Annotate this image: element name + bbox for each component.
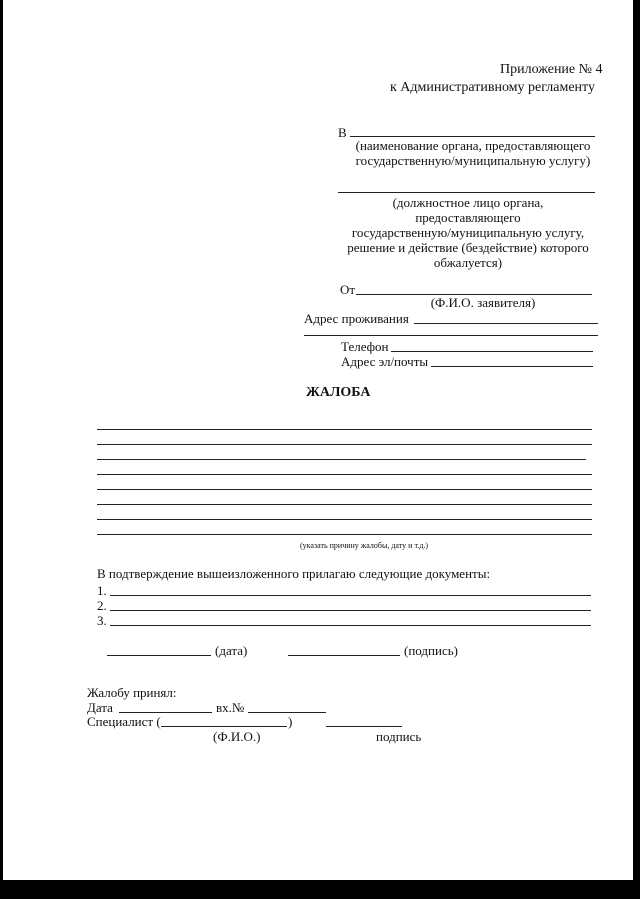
applicant-fio-caption: (Ф.И.О. заявителя) (430, 295, 536, 310)
accepted-date-line (119, 712, 212, 713)
official-name-line (338, 192, 595, 193)
complaint-line (97, 519, 592, 520)
specialist-fio-line (161, 726, 287, 727)
date-line (107, 655, 211, 656)
specialist-fio-caption: (Ф.И.О.) (213, 729, 261, 744)
complaint-line (97, 504, 592, 505)
complaint-line (97, 489, 592, 490)
complaint-line (97, 444, 592, 445)
specialist-sign-line (326, 726, 402, 727)
official-caption-3: государственную/муниципальную услугу, (351, 225, 585, 240)
complaint-line (97, 429, 592, 430)
appendix-number: Приложение № 4 (500, 62, 603, 77)
documents-intro: В подтверждение вышеизложенного прилагаю следующие документы: (97, 566, 491, 581)
specialist-close-paren: ) (288, 714, 293, 729)
organ-caption-2: государственную/муниципальную услугу) (355, 153, 591, 168)
document-title: ЖАЛОБА (306, 385, 371, 400)
organ-caption-1: (наименование органа, предоставляющего (355, 138, 591, 153)
complaint-hint: (указать причину жалобы, дату и т.д.) (300, 541, 429, 550)
incoming-number-line (248, 712, 326, 713)
email-line (431, 366, 593, 367)
complaint-line (97, 534, 592, 535)
complaint-line (97, 474, 592, 475)
document-item-line (110, 625, 591, 626)
document-page (3, 0, 633, 880)
address-line-1 (414, 323, 598, 324)
to-prefix: В (338, 125, 347, 140)
organ-name-line (350, 136, 595, 137)
email-label: Адрес эл/почты (341, 354, 429, 369)
phone-label: Телефон (341, 339, 389, 354)
signature-line (288, 655, 400, 656)
phone-line (391, 351, 593, 352)
official-caption-1: (должностное лицо органа, (392, 195, 544, 210)
from-prefix: От (340, 282, 356, 297)
document-item-line (110, 610, 591, 611)
address-label: Адрес проживания (304, 311, 409, 326)
document-item-number: 3. (97, 613, 107, 628)
official-caption-4: решение и действие (бездействие) которого (347, 240, 589, 255)
accepted-date-label: Дата (87, 700, 113, 715)
specialist-label: Специалист ( (87, 714, 161, 729)
document-item-line (110, 595, 591, 596)
official-caption-2: предоставляющего (415, 210, 521, 225)
complaint-line (97, 459, 586, 460)
signature-caption: (подпись) (404, 643, 458, 658)
date-caption: (дата) (215, 643, 248, 658)
address-line-2 (304, 335, 598, 336)
specialist-sign-caption: подпись (376, 729, 422, 744)
accepted-heading: Жалобу принял: (87, 685, 177, 700)
document-item-number: 2. (97, 598, 107, 613)
incoming-number-label: вх.№ (216, 700, 245, 715)
regulation-reference: к Административному регламенту (390, 80, 595, 95)
document-item-number: 1. (97, 583, 107, 598)
official-caption-5: обжалуется) (433, 255, 503, 270)
